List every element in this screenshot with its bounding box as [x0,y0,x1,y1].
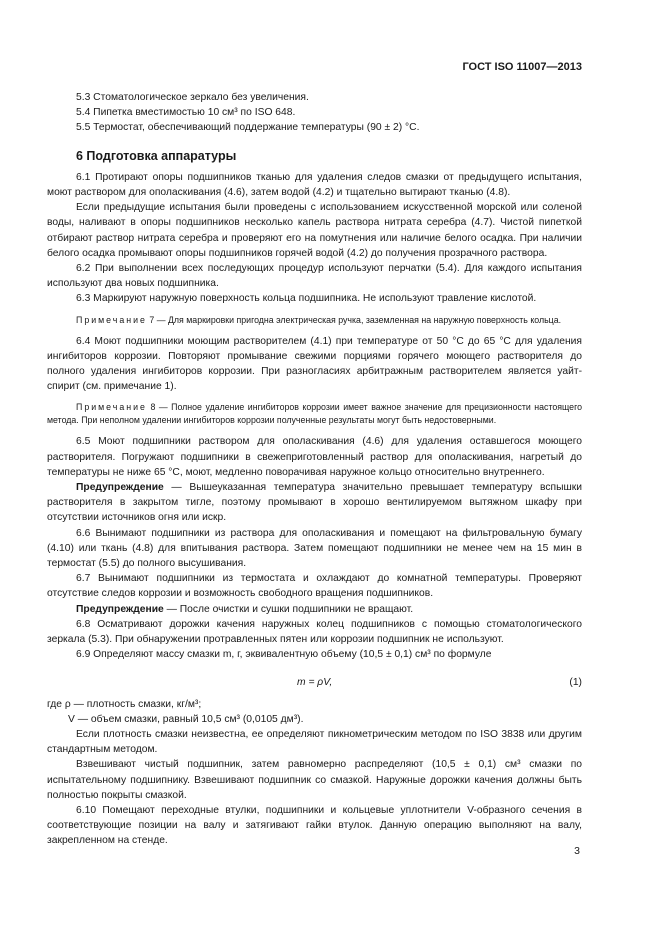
paragraph-6-2: 6.2 При выполнении всех последующих процедур используют перчатки (5.4). Для каждого испытания используют два новых подшипника. [47,263,582,290]
note-7-label: Примечание [76,314,147,325]
paragraph-6-1-silver-nitrate: Если предыдущие испытания были проведены с использованием искусственной морской или соленой воды, наливают в опоры подшипников несколько капель раствора нитрата серебра (4.7). Чистой пипеткой отбирают раствор нитрата серебра и проверяют его на помутнения или наличие белого осадка. При наличии белого осадка промывают опоры подшипников горячей водой (4.2) до получения прозрачного раствора. [47,202,582,259]
list-item-5-4: 5.4 Пипетка вместимостью 10 см³ по ISO 648. [76,107,296,119]
paragraph-6-3: 6.3 Маркируют наружную поверхность кольца подшипника. Не используют травление кислотой. [76,293,537,305]
note-7 [47,314,582,327]
paragraph-6-5: 6.5 Моют подшипники раствором для ополаскивания (4.6) для удаления оставшегося моющего растворителя. Погружают подшипники в свежеприготовленный раствор для ополаскивания, нагретый до температуры не ниже 65 °С, моют, медленно поворачивая наружное кольцо относительно внутреннего. [47,436,582,478]
formula-1 [47,667,582,697]
formula-legend-density: где ρ — плотность смазки, кг/м³; [47,698,202,710]
list-item-5-5: 5.5 Термостат, обеспечивающий поддержание температуры (90 ± 2) °С. [76,122,420,134]
list-item-5-3: 5.3 Стоматологическое зеркало без увеличения. [76,92,309,103]
paragraph-6-6: 6.6 Вынимают подшипники из раствора для ополаскивания и помещают на фильтровальную бумагу (4.10) или ткань (4.8) для впитывания раствора. Затем помещают подшипники не менее чем на 15 мин в термостат (5.5) до полного высушивания. [47,527,582,570]
formula-expression: m = ρV, [297,676,333,688]
paragraph-6-9-density: Если плотность смазки неизвестна, ее определяют пикнометрическим методом по ISO 3838 или другим стандартным методом. [47,728,582,756]
note-7-text: 7 — Для маркировки пригодна электрическая ручка, заземленная на наружную поверхность кольца. [149,314,562,325]
warning-label: Предупреждение [76,603,164,615]
warning-label: Предупреждение [76,482,164,494]
warning-text: — После очистки и сушки подшипники не вращают. [163,603,414,615]
section-6-heading: 6 Подготовка аппаратуры [76,148,237,163]
paragraph-6-7: 6.7 Вынимают подшипники из термостата и охлаждают до комнатной температуры. Проверяют отсутствие следов коррозии и возможность свободного вращения подшипников. [47,573,582,600]
note-8-label: Примечание [76,402,147,413]
note-8 [47,401,582,427]
warning-text: — Вышеуказанная температура значительно превышает температуру вспышки растворителя в закрытом тигле, поэтому промывают в хорошо вентилируемом вытяжном шкафу при отсутствии источников огня или искр. [47,482,582,524]
warning-6-7 [47,602,582,617]
page-content [47,90,582,849]
paragraph-6-10: 6.10 Помещают переходные втулки, подшипники и кольцевые уплотнители V-образного сечения в соответствующие позиции на валу и затягивают гайки втулок. Данную операцию выполняют на валу, закрепленном на стенде. [47,804,582,847]
paragraph-6-1: 6.1 Протирают опоры подшипников тканью для удаления следов смазки от предыдущего испытания, моют раствором для ополаскивания (4.6), затем водой (4.2) и тщательно вытирают тканью (4.8). [47,171,582,199]
paragraph-6-9-weighing: Взвешивают чистый подшипник, затем равномерно распределяют (10,5 ± 0,1) см³ смазки по испытательному подшипнику. Взвешивают подшипник со смазкой. Наружные дорожки качения должны быть полностью покрыты смазкой. [47,759,582,801]
warning-6-5 [47,480,582,526]
page-number: 3 [574,845,580,857]
standard-header: ГОСТ ISO 11007—2013 [462,61,582,73]
note-8-text: 8 — Полное удаление ингибиторов коррозии имеет важное значение для прецизионности настоящего метода. При неполном удалении ингибиторов коррозии полученные результаты могут быть недостоверными. [47,402,582,426]
paragraph-6-4: 6.4 Моют подшипники моющим растворителем (4.1) при температуре от 50 °С до 65 °С для удаления ингибиторов коррозии. Повторяют промывание свежими порциями горячего моющего растворителя до полного удаления ингибиторов коррозии. При разногласиях арбитражным растворителем является уайт-спирит (см. примечание 1). [47,335,582,393]
paragraph-6-8: 6.8 Осматривают дорожки качения наружных колец подшипников с помощью стоматологического зеркала (5.3). При обнаружении протравленных пятен или коррозии подшипник не используют. [47,618,582,646]
formula-number: (1) [569,676,582,688]
formula-legend-volume: V — объем смазки, равный 10,5 см³ (0,0105 дм³). [68,713,304,725]
paragraph-6-9: 6.9 Определяют массу смазки m, г, эквивалентную объему (10,5 ± 0,1) см³ по формуле [76,649,492,661]
